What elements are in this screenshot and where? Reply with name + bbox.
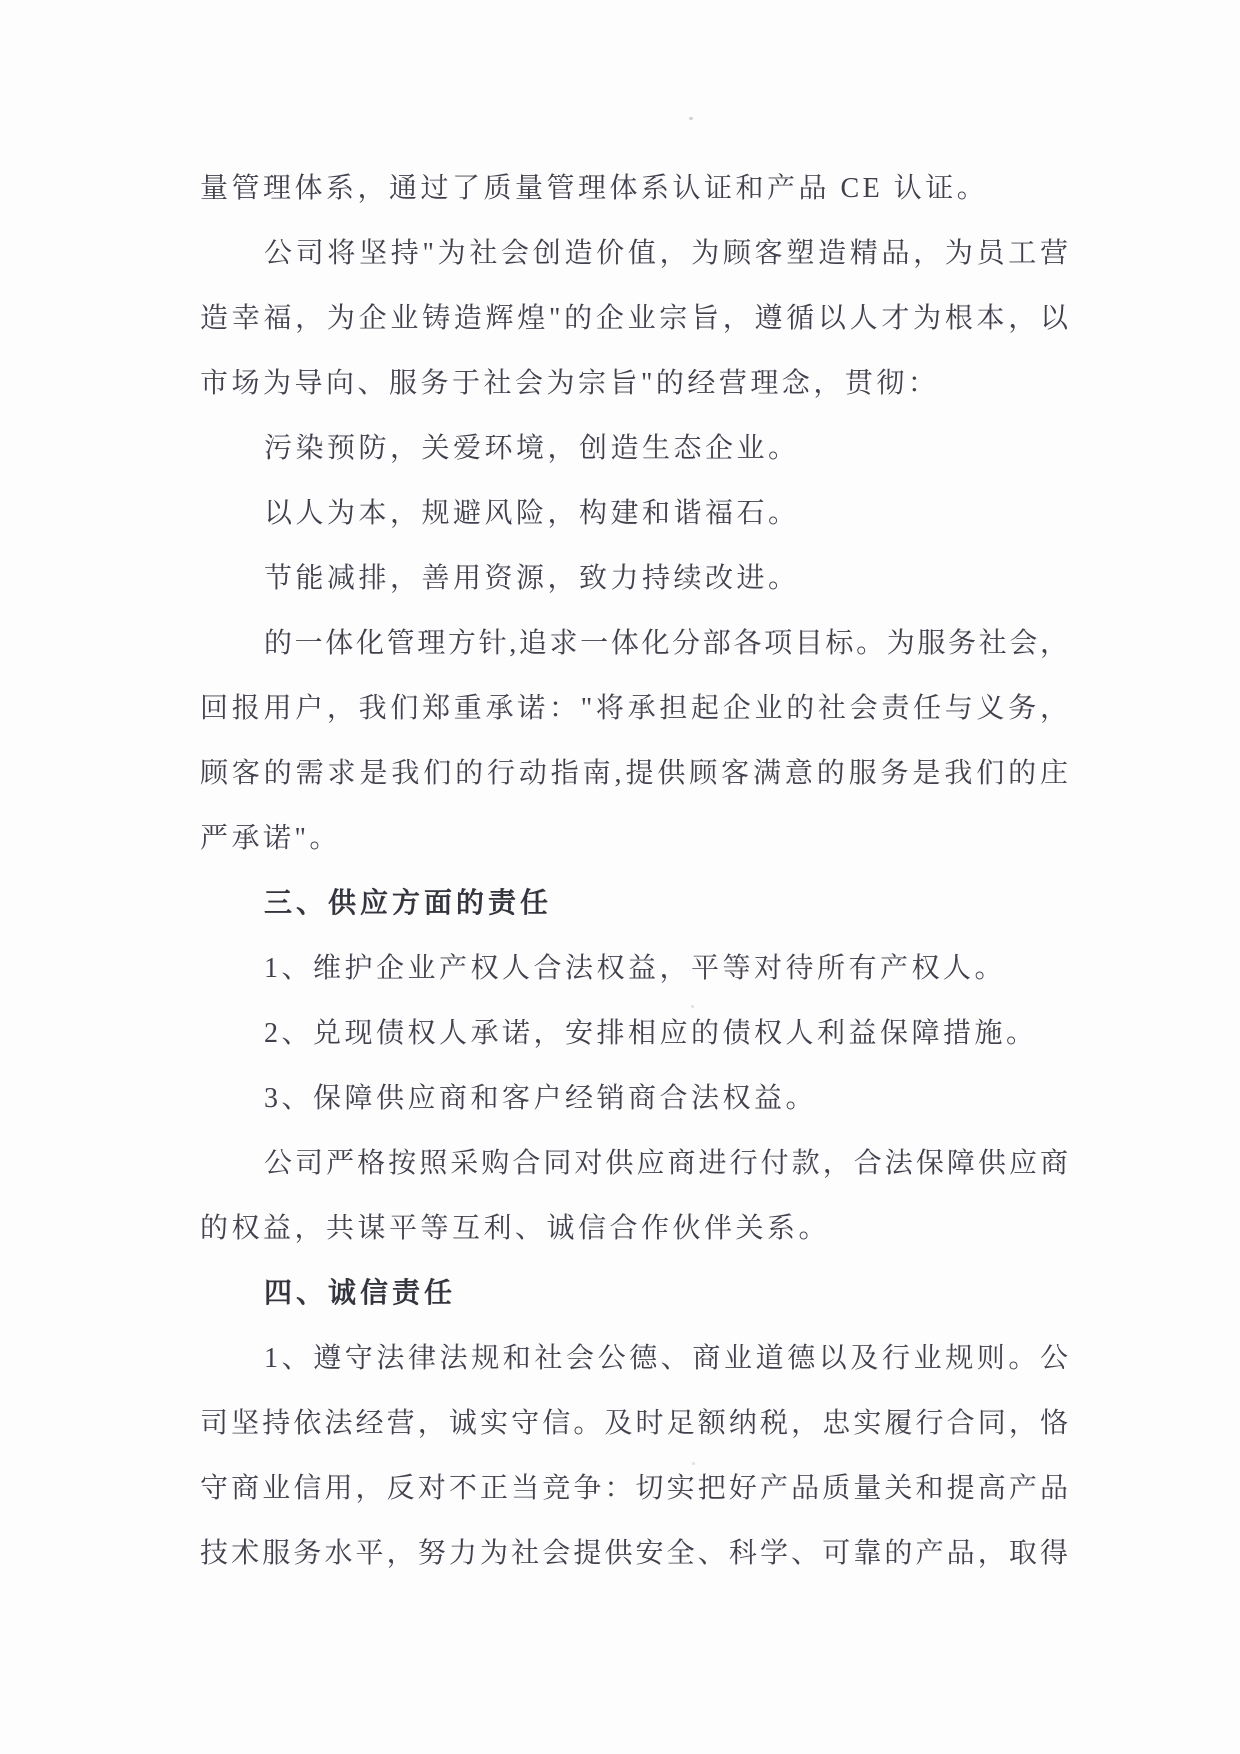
doc-line: 公司严格按照采购合同对供应商进行付款，合法保障供应商 [264, 1148, 1068, 1179]
doc-line: 公司将坚持"为社会创造价值，为顾客塑造精品，为员工营 [264, 238, 1068, 269]
section-heading-supply: 三、供应方面的责任 [264, 888, 553, 919]
doc-line: 守商业信用，反对不正当竞争：切实把好产品质量关和提高产品 [200, 1473, 1068, 1504]
doc-list-item: 1、维护企业产权人合法权益，平等对待所有产权人。 [264, 953, 1007, 984]
doc-line: 市场为导向、服务于社会为宗旨"的经营理念，贯彻： [200, 368, 940, 399]
doc-line: 污染预防，关爱环境，创造生态企业。 [264, 433, 800, 464]
doc-line: 回报用户，我们郑重承诺："将承担起企业的社会责任与义务， [200, 693, 1068, 724]
doc-line: 造幸福，为企业铸造辉煌"的企业宗旨，遵循以人才为根本，以 [200, 303, 1068, 334]
doc-line: 的一体化管理方针,追求一体化分部各项目标。为服务社会， [264, 628, 1068, 659]
doc-line: 严承诺"。 [200, 823, 341, 854]
doc-line: 节能减排，善用资源，致力持续改进。 [264, 563, 800, 594]
section-heading-integrity: 四、诚信责任 [264, 1278, 457, 1309]
scan-speck [689, 117, 693, 120]
doc-list-item: 1、遵守法律法规和社会公德、商业道德以及行业规则。公 [264, 1343, 1068, 1374]
doc-line: 顾客的需求是我们的行动指南,提供顾客满意的服务是我们的庄 [200, 758, 1068, 789]
doc-line: 司坚持依法经营，诚实守信。及时足额纳税，忠实履行合同，恪 [200, 1408, 1068, 1439]
doc-line: 技术服务水平，努力为社会提供安全、科学、可靠的产品，取得 [200, 1538, 1068, 1569]
doc-line: 以人为本，规避风险，构建和谐福石。 [264, 498, 800, 529]
document-body [200, 156, 1068, 1586]
doc-list-item: 3、保障供应商和客户经销商合法权益。 [264, 1083, 818, 1114]
doc-line: 的权益，共谋平等互利、诚信合作伙伴关系。 [200, 1213, 831, 1244]
doc-line: 量管理体系，通过了质量管理体系认证和产品 CE 认证。 [200, 173, 989, 204]
doc-list-item: 2、兑现债权人承诺，安排相应的债权人利益保障措施。 [264, 1018, 1038, 1049]
